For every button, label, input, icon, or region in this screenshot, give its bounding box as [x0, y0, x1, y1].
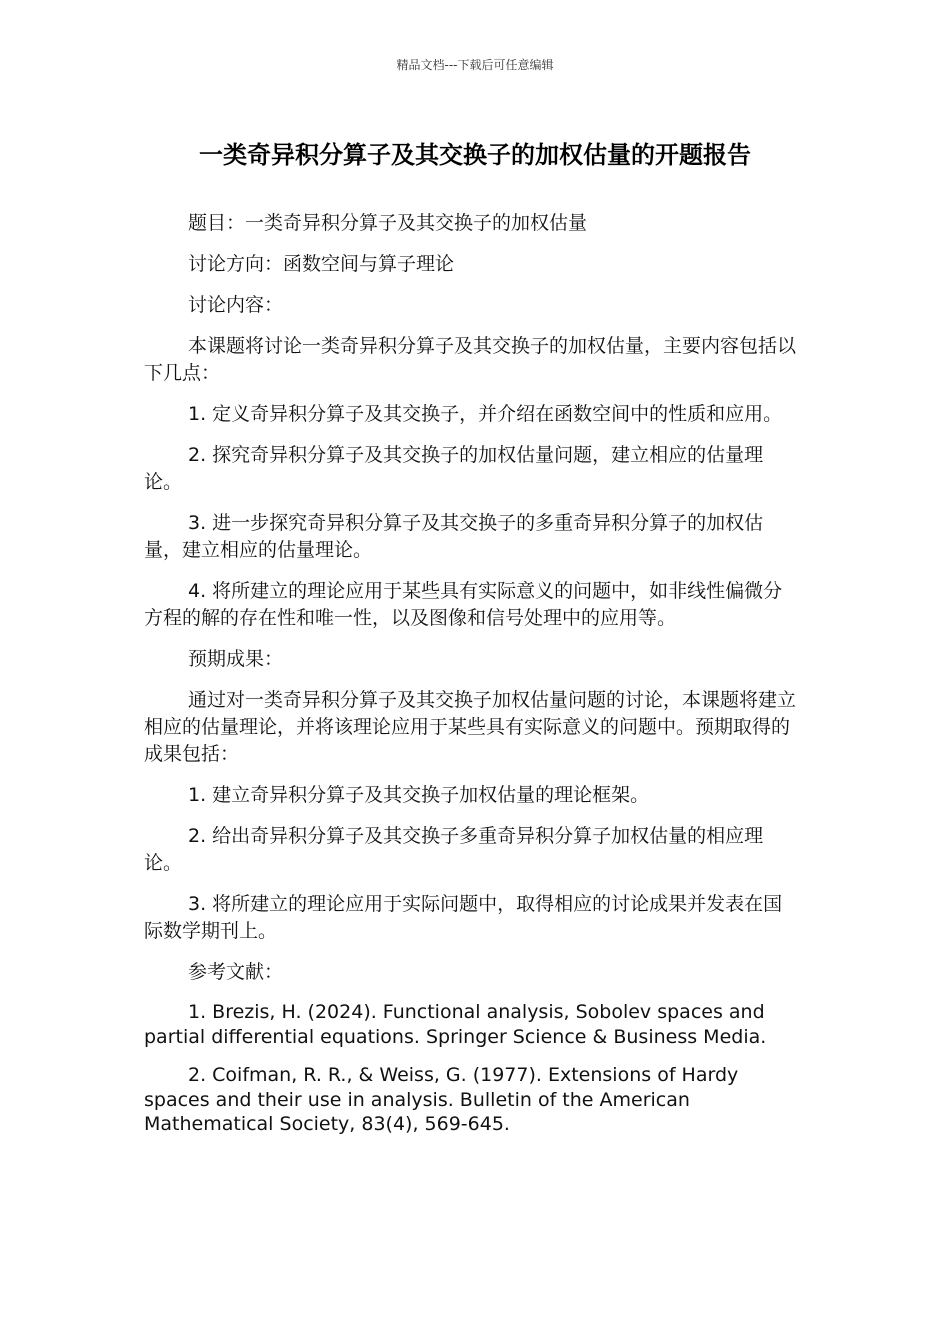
section-heading-outcomes: 预期成果：	[188, 648, 284, 670]
list-item-content-4: 4. 将所建立的理论应用于某些具有实际意义的问题中，如非线性偏微分方程的解的存在性和唯一性，以及图像和信号处理中的应用等。	[144, 580, 783, 629]
list-item-content-1: 1. 定义奇异积分算子及其交换子，并介绍在函数空间中的性质和应用。	[188, 403, 783, 425]
reference-item-1: 1. Brezis, H. (2024). Functional analysis, Sobolev spaces and partial differential equations. Springer Science & Business Media.	[144, 1001, 767, 1048]
section-heading-references: 参考文献：	[188, 961, 284, 983]
section-heading-content: 讨论内容：	[188, 294, 284, 316]
paragraph-direction: 讨论方向：函数空间与算子理论	[188, 253, 455, 275]
page-header: 精品文档---下载后可任意编辑	[396, 58, 554, 72]
document-title: 一类奇异积分算子及其交换子的加权估量的开题报告	[199, 141, 751, 169]
list-item-outcome-2: 2. 给出奇异积分算子及其交换子多重奇异积分算子加权估量的相应理论。	[144, 825, 764, 874]
paragraph-content-intro: 本课题将讨论一类奇异积分算子及其交换子的加权估量，主要内容包括以下几点：	[144, 335, 797, 384]
reference-item-2: 2. Coifman, R. R., & Weiss, G. (1977). Extensions of Hardy spaces and their use in analysis. Bulletin of the American Mathematical Society, 83(4), 569-645.	[144, 1064, 739, 1135]
paragraph-topic: 题目：一类奇异积分算子及其交换子的加权估量	[188, 212, 588, 234]
list-item-content-2: 2. 探究奇异积分算子及其交换子的加权估量问题，建立相应的估量理论。	[144, 444, 764, 493]
list-item-outcome-1: 1. 建立奇异积分算子及其交换子加权估量的理论框架。	[188, 784, 650, 806]
list-item-outcome-3: 3. 将所建立的理论应用于实际问题中，取得相应的讨论成果并发表在国际数学期刊上。	[144, 893, 783, 942]
document-body	[144, 210, 800, 1151]
list-item-content-3: 3. 进一步探究奇异积分算子及其交换子的多重奇异积分算子的加权估量，建立相应的估量理论。	[144, 512, 764, 561]
paragraph-outcomes-intro: 通过对一类奇异积分算子及其交换子加权估量问题的讨论，本课题将建立相应的估量理论，并将该理论应用于某些具有实际意义的问题中。预期取得的成果包括：	[144, 689, 797, 765]
